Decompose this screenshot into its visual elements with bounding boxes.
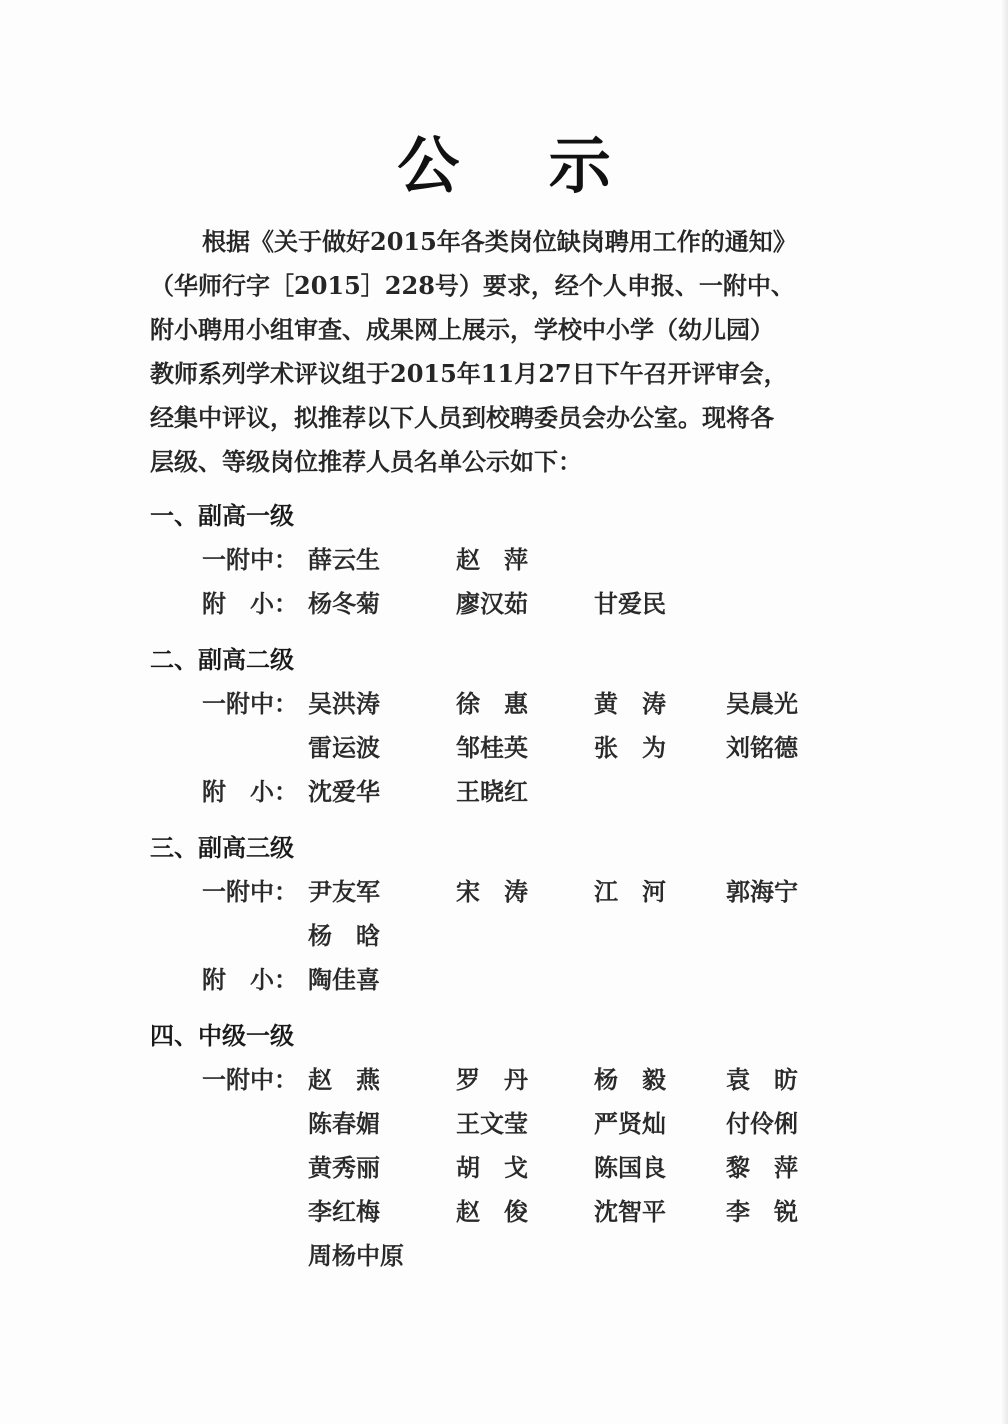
person-name: 付伶俐 — [726, 1109, 798, 1138]
section-associate-senior-2 — [150, 638, 870, 814]
name-row — [150, 1234, 870, 1278]
person-name: 罗 丹 — [456, 1065, 528, 1094]
person-name: 沈智平 — [594, 1197, 666, 1226]
person-name: 赵 萍 — [456, 545, 528, 574]
name-row — [150, 1102, 870, 1146]
name-row — [150, 870, 870, 914]
person-name: 薛云生 — [308, 545, 380, 574]
person-name: 赵 俊 — [456, 1197, 528, 1226]
person-name: 江 河 — [594, 877, 666, 906]
name-row — [150, 1190, 870, 1234]
person-name: 李红梅 — [308, 1197, 380, 1226]
unit-label: 附 小： — [202, 589, 298, 618]
person-name: 杨冬菊 — [308, 589, 380, 618]
person-name: 赵 燕 — [308, 1065, 380, 1094]
person-name: 黄秀丽 — [308, 1153, 380, 1182]
person-name: 陈春媚 — [308, 1109, 380, 1138]
name-row — [150, 1146, 870, 1190]
person-name: 严贤灿 — [594, 1109, 666, 1138]
section-intermediate-1 — [150, 1014, 870, 1278]
name-row — [150, 726, 870, 770]
intro-line: （华师行字［2015］228号）要求，经个人申报、一附中、 — [150, 271, 795, 300]
person-name: 甘爱民 — [594, 589, 666, 618]
person-name: 邹桂英 — [456, 733, 528, 762]
name-row — [150, 582, 870, 626]
person-name: 李 锐 — [726, 1197, 798, 1226]
person-name: 杨 毅 — [594, 1065, 666, 1094]
unit-label: 一附中： — [202, 545, 298, 574]
intro-line: 层级、等级岗位推荐人员名单公示如下： — [150, 447, 582, 476]
person-name: 周杨中原 — [308, 1241, 404, 1270]
intro-line: 经集中评议，拟推荐以下人员到校聘委员会办公室。现将各 — [150, 403, 774, 432]
person-name: 吴洪涛 — [308, 689, 380, 718]
unit-label: 一附中： — [202, 689, 298, 718]
name-row — [150, 914, 870, 958]
name-row — [150, 538, 870, 582]
intro-line: 根据《关于做好2015年各类岗位缺岗聘用工作的通知》 — [202, 227, 797, 256]
name-row — [150, 682, 870, 726]
name-row — [150, 1058, 870, 1102]
section-associate-senior-1 — [150, 494, 870, 626]
person-name: 陶佳喜 — [308, 965, 380, 994]
unit-label: 一附中： — [202, 877, 298, 906]
section-heading: 三、副高三级 — [150, 833, 294, 862]
person-name: 尹友军 — [308, 877, 380, 906]
person-name: 徐 惠 — [456, 689, 528, 718]
person-name: 陈国良 — [594, 1153, 666, 1182]
person-name: 雷运波 — [308, 733, 380, 762]
section-heading: 四、中级一级 — [150, 1021, 294, 1050]
unit-label: 附 小： — [202, 965, 298, 994]
person-name: 王文莹 — [456, 1109, 528, 1138]
unit-label: 附 小： — [202, 777, 298, 806]
person-name: 黄 涛 — [594, 689, 666, 718]
unit-label: 一附中： — [202, 1065, 298, 1094]
person-name: 黎 萍 — [726, 1153, 798, 1182]
person-name: 刘铭德 — [726, 733, 798, 762]
page-edge-shadow — [1000, 0, 1008, 1424]
person-name: 郭海宁 — [726, 877, 798, 906]
name-row — [150, 770, 870, 814]
person-name: 袁 昉 — [726, 1065, 798, 1094]
person-name: 张 为 — [594, 733, 666, 762]
person-name: 吴晨光 — [726, 689, 798, 718]
intro-line: 教师系列学术评议组于2015年11月27日下午召开评审会， — [150, 359, 788, 388]
person-name: 宋 涛 — [456, 877, 528, 906]
name-row — [150, 958, 870, 1002]
page-title: 公 示 — [397, 129, 645, 202]
section-heading: 二、副高二级 — [150, 645, 294, 674]
person-name: 胡 戈 — [456, 1153, 528, 1182]
person-name: 杨 晗 — [308, 921, 380, 950]
intro-line: 附小聘用小组审查、成果网上展示，学校中小学（幼儿园） — [150, 315, 774, 344]
section-associate-senior-3 — [150, 826, 870, 1002]
person-name: 沈爱华 — [308, 777, 380, 806]
person-name: 廖汉茹 — [456, 589, 528, 618]
person-name: 王晓红 — [456, 777, 528, 806]
section-heading: 一、副高一级 — [150, 501, 294, 530]
intro-paragraph — [150, 220, 850, 484]
